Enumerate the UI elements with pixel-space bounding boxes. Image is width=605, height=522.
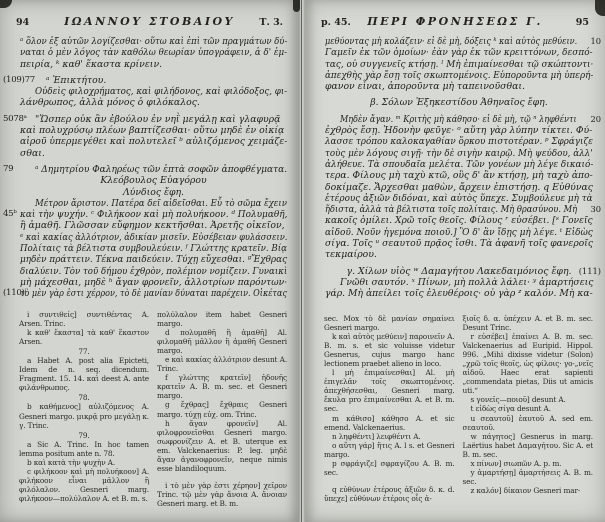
footnote-item: n ληφθέντι] λειφθέντι A. (332, 431, 421, 441)
line-text: κακοῖς ὁμίλει. Χρῶ τοῖς θεοῖς. Φίλους ʳ εὐσέβει. [ˢ Γονεῖς (325, 215, 593, 227)
main-text (325, 36, 601, 300)
text-line (20, 266, 287, 277)
footnote-item: z καλόν] δίκαιον Gesneri mar- (470, 486, 581, 496)
footnote-item: ξιοῖς δ. α. ὑπέχειν A. et B. m. sec. Desunt Trinc. (462, 313, 593, 332)
line-text: ἥδιστα, ἀλλὰ τὰ βέλτιστα τοῖς πολίταις. Μὴ θρασύνου. Μὴ (325, 204, 578, 216)
page-number: 94 (16, 17, 30, 28)
text-line (20, 125, 287, 136)
line-text: φανον εἶναι, ἀποροῦντα μὴ ταπεινοῦσθαι. (325, 81, 525, 93)
margin-number: 5078ᵃ (3, 113, 27, 124)
margin-number: 20 (590, 113, 601, 124)
apparatus-column-2 (157, 310, 287, 509)
text-line (20, 97, 287, 108)
line-text: τερα. Φίλους μὴ ταχὺ κτῶ, οὓς δ' ἂν κτήσῃ, μὴ ταχὺ ἀπο- (325, 170, 593, 182)
footnote-item: y ἁμαρτήσῃ] ἁμαρτήσεις A. B. m. sec. (462, 468, 593, 487)
line-text: τεκμαίρου. (325, 249, 377, 261)
line-text: Γνῶθι σαυτόν. ˣ Πίνων, μὴ πολλὰ λάλει· ʸ ἁμαρτήσεις (340, 276, 594, 288)
margin-number: 10 (590, 36, 601, 46)
text-line (325, 265, 601, 277)
line-text: ἢ ἀμαθῆ. Γλῶσσαν εὔφημον κεκτῆσθαι. Ἀρετῆς οἰκεῖον, (20, 220, 285, 232)
margin-number: (109)77 (3, 74, 35, 85)
scan-artifact (293, 0, 300, 12)
page-header-right (305, 0, 605, 28)
text-line (20, 86, 287, 97)
footnote-item: e καὶ κακίας ἀλλότριον desunt A. Trinc. (157, 355, 287, 374)
line-text: μεθύοντας μὴ κολάζειν· εἰ δὲ μὴ, δόξεις ᵏ καὶ αὐτὸς μεθύειν. (325, 36, 578, 47)
footnote-item: x πίνων] σιωπῶν A. p. m. (470, 459, 562, 469)
footnote-item: m κάθισο] κάθησο A. et sic emend. Valckenaerius. (324, 413, 455, 432)
page-left (0, 0, 299, 522)
line-text: ᵉ καὶ κακίας ἀλλότριον, ἀδικίαν μισεῖν. Εὐσέβειαν φυλάσσειν. (20, 231, 288, 243)
footnote-item: d πολυμαθῆ ἢ ἀμαθῆ] Al. φιλομαθῆ μᾶλλον ἢ ἀμαθῆ Gesneri margo. (157, 327, 287, 355)
footnote-section-number: 77. (78, 346, 90, 356)
line-text: δοκίμαζε. Ἄρχεσθαι μαθὼν, ἄρχειν ἐπιστήσῃ. q Εὐθύνας (325, 181, 593, 193)
margin-number: (110)ⁱ (3, 288, 27, 299)
text-line (325, 170, 593, 181)
apparatus-column-2 (463, 314, 594, 504)
text-line (325, 136, 593, 147)
text-line (20, 36, 287, 47)
text-line (325, 288, 593, 299)
footnote-item: l μὴ ἐπιμαίνεσθαι] Al. μὴ ἐπιγελᾶν τοῖς σκωπτομένοις. ἀπεχθήσεσθαι, Gesneri marg. ἔκυλα pro ἐπιμαίνεσθαι A. et B. m. sec. (324, 368, 455, 414)
footnote-item: b καθήμενος] αὐλιζόμενος A. Gesneri margo. μικρᾷ pro μεγάλῃ κ. γ. Trinc. (19, 402, 149, 430)
footnote-item: p σφράγιζε] σφραγίζου A. B. m. sec. (324, 459, 455, 478)
line-text: ἀπεχθὴς γὰρ ἔσῃ τοῖς σκωπτομένοις. Εὐποροῦντα μὴ ὑπερή- (325, 69, 594, 81)
text-line (325, 215, 593, 226)
margin-number: (111) (578, 265, 601, 276)
footnote-item: i συντιθείς] συντιθέντας A. Arsen. Trinc. (19, 309, 149, 328)
line-text: καὶ πολυχρύσῳ πλέων βαπτίζεσθαι· οὕτω μηδὲ ἐν οἰκίᾳ (20, 125, 285, 137)
footnote-section-number: 79. (78, 430, 90, 440)
line-text: ναται ὁ μὲν λόγος τὰν καθόλω θεωρίαν ὑπογράφειν, ἁ δ' ἐμ- (20, 47, 288, 59)
line-text: ἀλήθευε. Τὰ σπουδαῖα μελέτα. Τῶν γονέων μὴ λέγε δικαιό- (325, 158, 594, 170)
text-line (325, 159, 593, 170)
text-line (325, 113, 601, 125)
text-line (325, 182, 593, 193)
text-line (325, 97, 593, 108)
line-text: Πολίταις τὰ βέλτιστα συμβουλεύειν. ᶠ Γλώττης κρατεῖν. Βίᾳ (20, 243, 288, 255)
text-line (325, 59, 593, 70)
line-text: ᵃ ὅλον ἐξ αὐτῶν λογίζεσθαι· οὕτω καὶ ἐπὶ τῶν πραγμάτων δύ- (20, 36, 288, 47)
apparatus-column-1 (324, 314, 455, 504)
text-line (3, 163, 288, 175)
line-text: τοὺς μὲν λόγους σιγῇ· τὴν δὲ σιγὴν καιρῷ. Μὴ ψεύδου, ἀλλ' (325, 147, 593, 159)
critical-apparatus (324, 314, 593, 504)
line-text: μὴ μάχεσθαι, μηδὲ ʰ ἄγαν φρονεῖν, ἀλλοτρίων παρόντων· (20, 276, 288, 288)
footnote-item: f γλώττης κρατεῖν] ἡδονῆς κρατεῖν A. B. m. sec. et Gesneri margo. (157, 373, 287, 401)
footnote-item: w πάγητος] Gesnerus in marg. Laërtius habet Δαμαγήτου. Sic A. et B. m. sec. (462, 431, 593, 459)
text-line (325, 227, 593, 238)
line-text: ᵃ Ἐπικτήτου. (46, 74, 107, 86)
footnote-item: πολύλαλον item habet Gesneri margo. (157, 309, 287, 328)
line-text: "Ὥσπερ οὐκ ἂν ἐβούλου ἐν νηῒ μεγάλῃ καὶ γλαφυρᾷ (35, 113, 281, 125)
scan-artifact (595, 0, 605, 16)
footnote-item: r εὐσέβει] ἐπαίνει A. B. m. sec. Valckenaerius ad Euripid. Hippol. 996. „Mihi dixisse videtur (Solon) „χρῶ τοῖς θεοῖς, ὡς φίλοις· γο-„νεῖς αἰδοῦ. Haec erat sapienti „commendata pietas, Diis ut amicis uti.“ (462, 331, 593, 396)
main-text (3, 36, 288, 300)
text-line (325, 204, 601, 216)
text-line (20, 243, 287, 254)
line-text: τας, οὐ συγγενεῖς κτήσῃ. ˡ Μὴ ἐπιμαίνεσθαι τῷ σκώπτοντι· (325, 58, 594, 70)
footnote-item: o αὕτη γάρ] ἥτις A. l s. et Gesneri margo. (324, 440, 455, 459)
text-line (20, 220, 287, 231)
footnote-item: a Sic A. Trinc. In hoc tamen lemma positum ante n. 78. (19, 439, 149, 458)
footnote-item: h ἄγαν φρονεῖν] Al. φιλοφρονεῖσθαι Gesneri margo. σωφρονίζειν A. et B. uterque ex em. Valckenaerius: P. leg. μηδὲ ἄγαν ἀγανοφρονεῖν, neque nimis esse blandiloquum. (157, 418, 287, 474)
line-text: Μηδὲν ἄγαν. ᵐ Κριτὴς μὴ κάθησο· εἰ δὲ μὴ, τῷ ⁿ ληφθέντι (340, 113, 577, 125)
line-text: Γαμεῖν ἐκ τῶν ὁμοίων· ἐὰν γὰρ ἐκ τῶν κρειττόνων, δεσπό- (325, 47, 593, 59)
line-text: γάρ. Μὴ ἀπείλει τοῖς ἐλευθέροις· οὐ γὰρ ᶻ καλόν. Μὴ κα- (325, 288, 593, 300)
text-line (325, 193, 593, 204)
line-text: λασσε τρόπου καλοκαγαθίαν ὅρκου πιστοτέραν. ᵖ Σφράγιζε (325, 136, 593, 148)
text-line (3, 74, 287, 86)
text-line (20, 187, 287, 198)
line-text: ἐχθρὸς ἔσῃ. Ἡδονὴν φεῦγε· ᵒ αὕτη γὰρ λύπην τίκτει. Φύ- (325, 125, 593, 137)
line-text: ᵃ Δημητρίου Φαληρέως τῶν ἑπτὰ σοφῶν ἀποφθέγματα. (35, 163, 288, 175)
apparatus-column-1 (19, 310, 149, 509)
line-text: καὶ τὴν ψυχήν. ᶜ Φιλήκοον καὶ μὴ πολυήκοον. ᵈ Πολυμαθῆ, (20, 209, 288, 221)
chapter-title: ΠΕΡΙ ΦΡΟΝΗΣΕΩΣ Γ. (367, 15, 543, 28)
text-line (325, 238, 593, 249)
text-line (3, 113, 287, 125)
page-number: 95 (575, 17, 589, 28)
footnote-item: t εἰδὼς σίγα desunt A. (470, 404, 551, 414)
page-right (305, 0, 605, 522)
page-header-left (0, 0, 299, 28)
footnote-item: i τὸ μὲν γὰρ ἐστι χέρηον] χεῖρον Trinc. τῷ μὲν γὰρ ἄνοια Α. ἄνοιαν Gesneri marg. et B. m. (157, 481, 287, 509)
text-line (20, 47, 287, 58)
line-text: αἱροῦ ὑπερμεγέθει καὶ πολυτελεῖ ᵇ αὐλιζόμενος χειμάζε- (20, 136, 288, 148)
footnote-item: sec. Mox τὸ δὲ μανίαν σημαίνει Gesneri margo. (324, 313, 455, 332)
page-reference: p. 45. (321, 17, 351, 28)
footnote-item: a Habet A. post alia Epicteti, Idem de n. seq. dicendum. Fragment. 15. 14. καὶ deest A. ante φιλάνθρωπος. (19, 356, 149, 393)
line-text: Κλεόβουλος Εὐαγόρου (100, 175, 207, 187)
line-text: σίγα. Τοῖς ᵘ σεαυτοῦ πρᾷος ἴσθι. Τὰ ἀφανῆ τοῖς φανεροῖς (325, 238, 593, 250)
line-text: β. Σόλων Ἐξηκεστίδου Ἀθηναῖος ἔφη. (370, 97, 548, 109)
footnote-item: c φιλήκοον καὶ μὴ πολυήκοον] A. φιλήκοον εἶναι μᾶλλον ἢ φιλόλαλον. Gesneri marg. φιλήκοον—πολύλαλον A. et B. m. s. (19, 467, 149, 504)
line-text: Λύνδιος ἔφη. (122, 186, 185, 198)
line-text: γ. Χίλων υἱὸς ʷ Δαμαγήτου Λακεδαιμόνιος ἔφη. (346, 265, 572, 277)
margin-number: 79 (3, 163, 14, 174)
footnote-item: q εὐθύνων ἑτέρους ἀξιῶν δ. κ. d. ὕπεχε] εὐθύνων ἑτέροις οἷς ἀ- (324, 485, 455, 504)
line-text: πειρία, ᵏ καθ' ἕκαστα κρίνειν. (20, 58, 163, 70)
footnote-item: u σεαυτοῦ] ἑαυτοῦ A. sed em. σεαυτοῦ. (462, 413, 593, 432)
line-text: αἰδοῦ. Νοῦν ἡγεμόνα ποιοῦ.] Ὃ δ' ἂν ἴδῃς μὴ λέγε. ᵗ Εἰδὼς (325, 226, 593, 238)
text-line (325, 148, 593, 159)
text-line (3, 209, 288, 221)
volume-reference: Τ. 3. (259, 17, 283, 28)
margin-number: 45ᵇ (3, 209, 17, 220)
footnote-section-number: 78. (78, 393, 90, 403)
critical-apparatus (19, 310, 287, 509)
running-title: ΙΩΑΝΝΟΥ ΣΤΟΒΑΙΟΥ (64, 15, 235, 28)
text-line (20, 277, 287, 288)
text-line (325, 81, 593, 92)
text-line (325, 70, 593, 81)
line-text: διαλύειν. Τὸν τοῦ δήμου ἐχθρὸν, πολέμιον νομίζειν. Γυναικὶ (20, 265, 288, 277)
line-text: τὸ μὲν γὰρ ἐστι χέρρον, τὸ δὲ μανίαν δύναται παρέχειν. Οἰκέτας (20, 288, 287, 300)
text-line (20, 148, 287, 159)
text-line (20, 232, 287, 243)
text-line (325, 36, 601, 47)
text-line (20, 136, 287, 147)
footnote-item: k καὶ αὐτὸς μεθύειν] παροινεῖν A. B. m. s. et sic voluisse videtur Gesnerus, cujus margo hanc lectionem praebet alieno in loco. (324, 331, 455, 368)
text-line (3, 288, 287, 300)
text-line (325, 249, 593, 260)
text-line (20, 254, 287, 265)
line-text: σθαι. (20, 147, 45, 159)
footnote-item: b καὶ κατὰ τὴν ψυχὴν A. (27, 458, 116, 468)
text-line (20, 175, 287, 186)
footnote-item: g ἔχθρας] ἔχθραις Gesneri margo. τύχῃ εὐχ. om. Trinc. (157, 400, 287, 419)
text-line (325, 277, 593, 288)
line-text: Οὐδεὶς φιλοχρήματος, καὶ φιλήδονος, καὶ φιλόδοξος, φι- (35, 86, 288, 98)
line-text: μηδὲν πράττειν. Τέκνα παιδεύειν. Τύχῃ εὔχεσθαι. ᵍἜχθρας (20, 254, 288, 266)
text-line (20, 59, 287, 70)
line-text: λάνθρωπος, ἀλλὰ μόνος ὁ φιλόκαλος. (20, 97, 200, 109)
line-text: Μέτρον ἄριστον. Πατέρα δεῖ αἰδεῖσθαι. Εὖ τὸ σῶμα ἔχειν (35, 197, 287, 209)
text-line (325, 47, 593, 58)
line-text: ἑτέρους ἀξιῶν διδόναι, καὶ αὐτὸς ὕπεχε. Συμβούλευε μὴ τὰ (325, 192, 593, 204)
footnote-item: k καθ' ἕκαστα] τὰ καθ' ἕκαστον Arsen. (19, 327, 149, 346)
margin-number: 30 (590, 204, 601, 215)
text-line (325, 125, 593, 136)
text-line (20, 198, 287, 209)
footnote-item: s γονεῖς—ποιοῦ] desunt A. (470, 395, 566, 405)
